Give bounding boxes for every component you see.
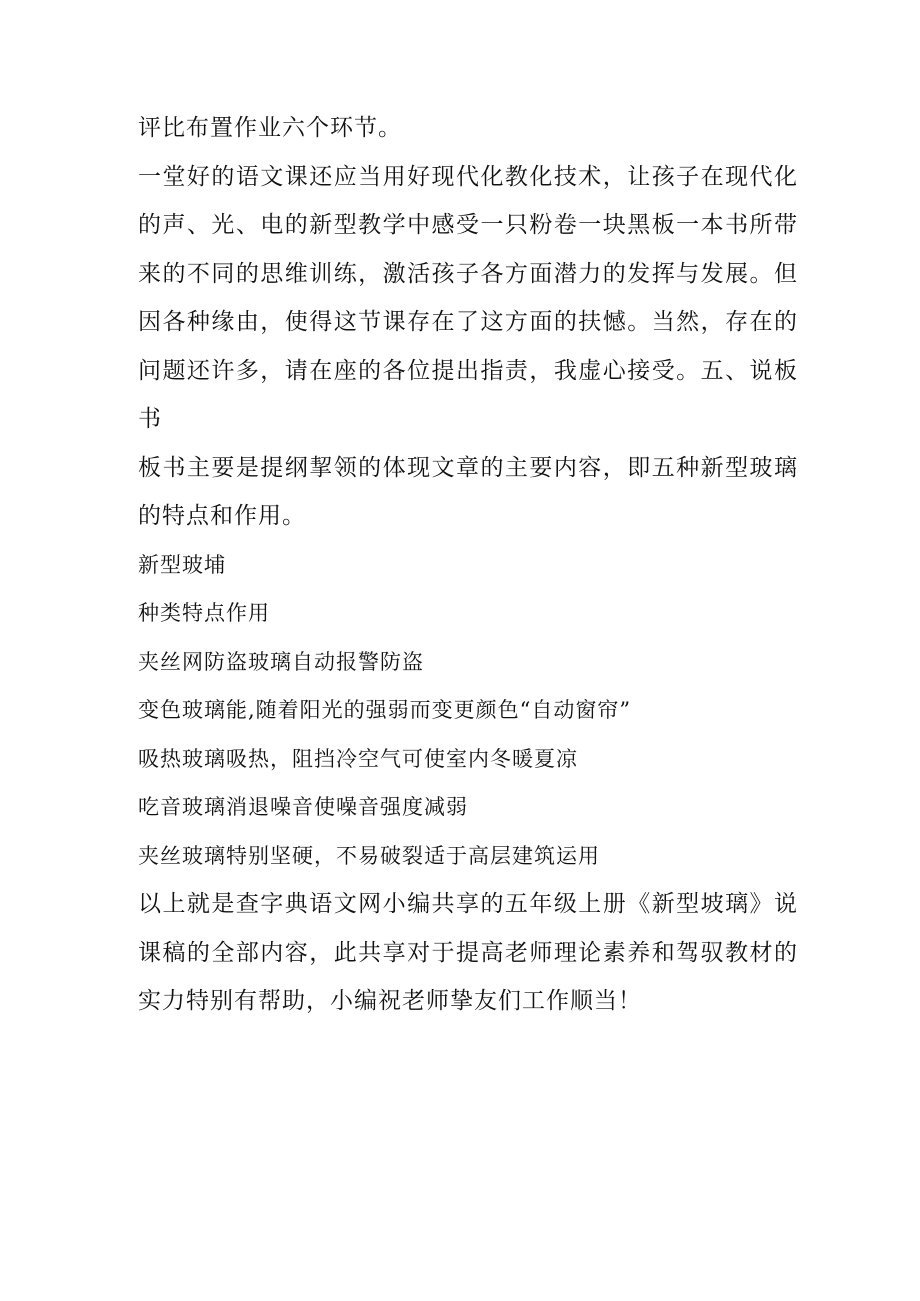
board-title: 新型玻埔 [138, 552, 226, 577]
document-body [138, 104, 798, 1026]
paragraph-intro: 评比布置作业六个环节。 [138, 115, 402, 141]
board-row-sound-absorbing: 吃音玻璃消退噪音使噪音强度减弱 [138, 795, 468, 819]
board-row-heat-absorbing: 吸热玻璃吸热，阻挡冷空气可使室内冬暖夏凉 [138, 746, 578, 771]
paragraph-closing: 以上就是查字典语文网小编共享的五年级上册《新型坡璃》说课稿的全部内容，此共享对于提高老师理论素养和驾驭教材的实力特别有帮助，小编祝老师挚友们工作顺当！ [138, 891, 798, 1014]
board-row-wired-glass: 夹丝玻璃特别坚硬，不易破裂适于高层建筑运用 [138, 843, 600, 868]
paragraph-blackboard: 板书主要是提纲挈领的体现文章的主要内容，即五种新型玻璃的特点和作用。 [138, 454, 798, 529]
board-row-anti-theft: 夹丝网防盗玻璃自动报警防盗 [138, 649, 424, 674]
board-header: 种类特点作用 [138, 601, 270, 625]
paragraph-technology: 一堂好的语文课还应当用好现代化教化技术，让孩子在现代化的声、光、电的新型教学中感受一只粉卷一块黑板一本书所带来的不同的思维训练，激活孩子各方面潜力的发挥与发展。但因各种缘由，使得这节课存在了这方面的扶憾。当然，存在的问题还许多，请在座的各位提出指责，我虚心接受。五、说板书 [138, 163, 798, 432]
board-row-color-changing: 变色玻璃能,随着阳光的强弱而变更颜色“自动窗帘” [138, 698, 632, 722]
